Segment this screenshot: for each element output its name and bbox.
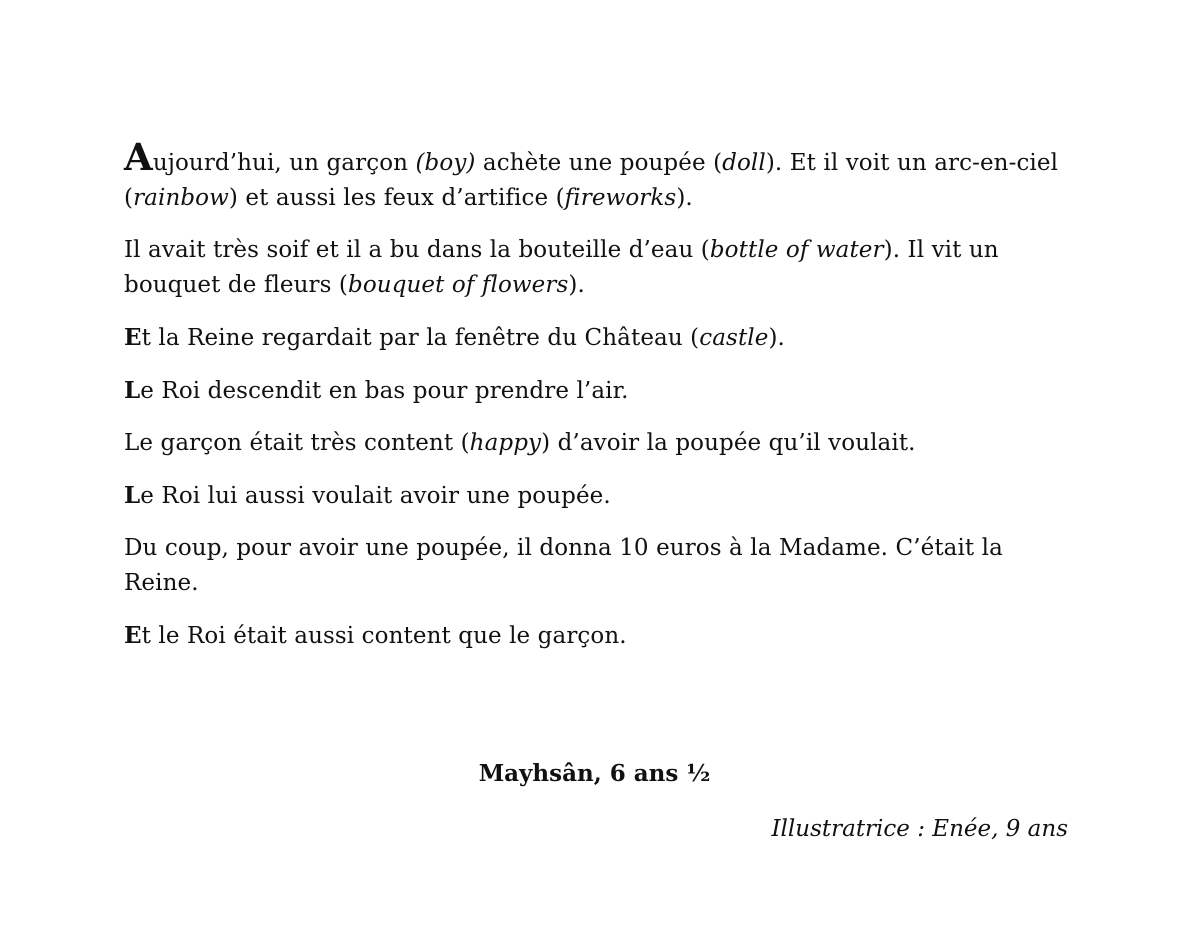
paragraph-2 [124, 233, 1074, 303]
text-segment: t la Reine regardait par la fenêtre du Château ( [141, 325, 700, 351]
text-segment: Il avait très soif et il a bu dans la bouteille d’eau ( [124, 237, 710, 263]
text-segment: ujourd’hui, un garçon [152, 150, 416, 176]
text-segment: ) d’avoir la poupée qu’il voulait. [541, 430, 916, 456]
drop-cap: A [124, 135, 153, 179]
text-segment: Le garçon était très content ( [124, 430, 470, 456]
english-gloss: bouquet of flowers [348, 272, 569, 298]
english-gloss: fireworks [564, 185, 677, 211]
paragraph-8 [124, 618, 1074, 654]
english-gloss: bottle of water [709, 237, 884, 263]
paragraph-3 [124, 320, 1074, 356]
bold-initial: E [124, 622, 142, 649]
bold-initial: L [124, 482, 141, 509]
paragraph-4 [124, 373, 1074, 409]
paragraph-7 [124, 531, 1074, 601]
text-segment: ). [568, 272, 585, 298]
english-gloss: castle [699, 325, 769, 351]
text-segment: ) et aussi les feux d’artifice ( [228, 185, 565, 211]
text-segment: ). [676, 185, 693, 211]
text-segment: achète une poupée ( [475, 150, 723, 176]
text-segment: ). [768, 325, 785, 351]
text-segment: Du coup, pour avoir une poupée, il donna 10 euros à la Madame. C’était la Reine. [124, 535, 1003, 596]
english-gloss: rainbow [133, 185, 229, 211]
paragraph-5 [124, 426, 1074, 461]
text-segment: e Roi descendit en bas pour prendre l’air. [140, 378, 629, 404]
bold-initial: E [124, 324, 142, 351]
text-segment: e Roi lui aussi voulait avoir une poupée. [140, 483, 611, 509]
author-credit: Mayhsân, 6 ans ½ [478, 760, 711, 787]
paragraph-6 [124, 478, 1074, 514]
text-segment: ). Il vit un bouquet de fleurs ( [124, 237, 999, 298]
story-body [124, 135, 1074, 671]
bold-initial: L [124, 377, 141, 404]
text-segment: ). Et il voit un arc-en-ciel ( [124, 150, 1059, 211]
english-gloss: doll [722, 150, 766, 176]
english-gloss: (boy) [415, 150, 476, 176]
paragraph-1 [124, 135, 1074, 216]
text-segment: t le Roi était aussi content que le garçon. [141, 623, 627, 649]
english-gloss: happy [469, 430, 542, 456]
illustrator-credit: Illustratrice : Enée, 9 ans [771, 816, 1068, 842]
